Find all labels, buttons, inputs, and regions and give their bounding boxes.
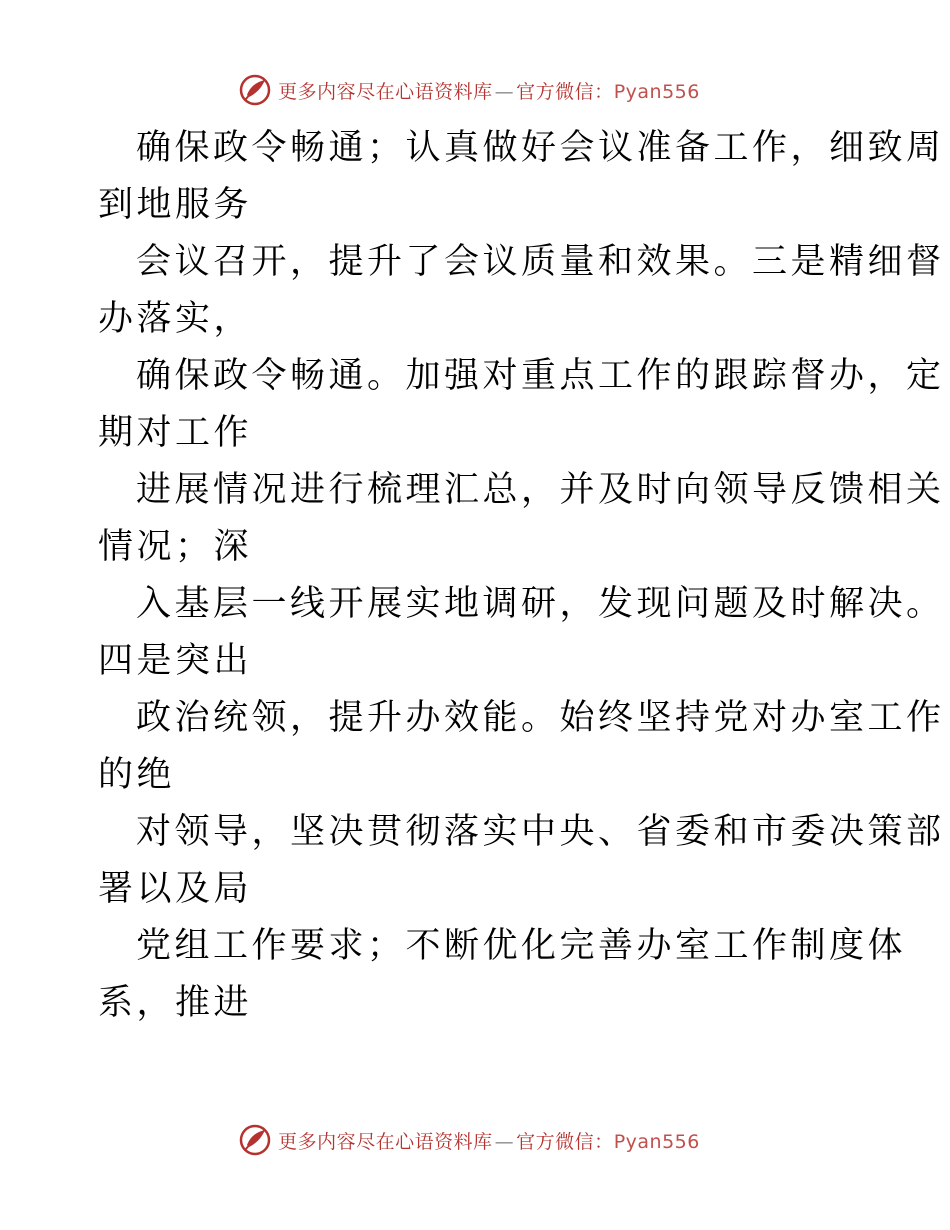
body-line: 办落实， — [98, 299, 253, 339]
body-line: 入基层一线开展实地调研，发现问题及时解决。 — [136, 584, 945, 624]
body-line: 党组工作要求；不断优化完善办室工作制度体 — [136, 926, 907, 966]
body-line: 确保政令畅通；认真做好会议准备工作，细致周 — [136, 128, 945, 168]
body-line: 政治统领，提升办效能。始终坚持党对办室工作 — [136, 698, 945, 738]
footer-banner — [0, 1120, 950, 1160]
header-banner — [0, 70, 950, 110]
header-banner-text — [278, 77, 700, 104]
header-banner-account: Pyan556 — [613, 80, 700, 103]
body-line: 会议召开，提升了会议质量和效果。三是精细督 — [136, 242, 945, 282]
body-line: 确保政令畅通。加强对重点工作的跟踪督办，定 — [136, 356, 945, 396]
body-line: 四是突出 — [98, 641, 253, 681]
feather-pen-logo-icon — [238, 73, 272, 107]
body-line: 系，推进 — [98, 983, 253, 1023]
footer-banner-label: 官方微信： — [516, 1130, 614, 1153]
header-banner-inner — [238, 73, 700, 107]
body-line: 到地服务 — [98, 185, 253, 225]
footer-banner-account: Pyan556 — [613, 1130, 700, 1153]
header-banner-label: 官方微信： — [516, 80, 614, 103]
body-line: 的绝 — [98, 755, 176, 795]
body-line: 署以及局 — [98, 869, 253, 909]
body-line: 进展情况进行梳理汇总，并及时向领导反馈相关 — [136, 470, 945, 510]
body-line: 对领导，坚决贯彻落实中央、省委和市委决策部 — [136, 812, 945, 852]
footer-banner-title: 更多内容尽在心语资料库 — [278, 1130, 493, 1153]
document-body — [98, 120, 945, 1032]
body-line: 情况；深 — [98, 527, 253, 567]
footer-banner-separator: — — [494, 1130, 515, 1153]
header-banner-separator: — — [494, 80, 515, 103]
feather-pen-logo-icon — [238, 1123, 272, 1157]
header-banner-title: 更多内容尽在心语资料库 — [278, 80, 493, 103]
footer-banner-text — [278, 1127, 700, 1154]
body-line: 期对工作 — [98, 413, 253, 453]
footer-banner-inner — [238, 1123, 700, 1157]
